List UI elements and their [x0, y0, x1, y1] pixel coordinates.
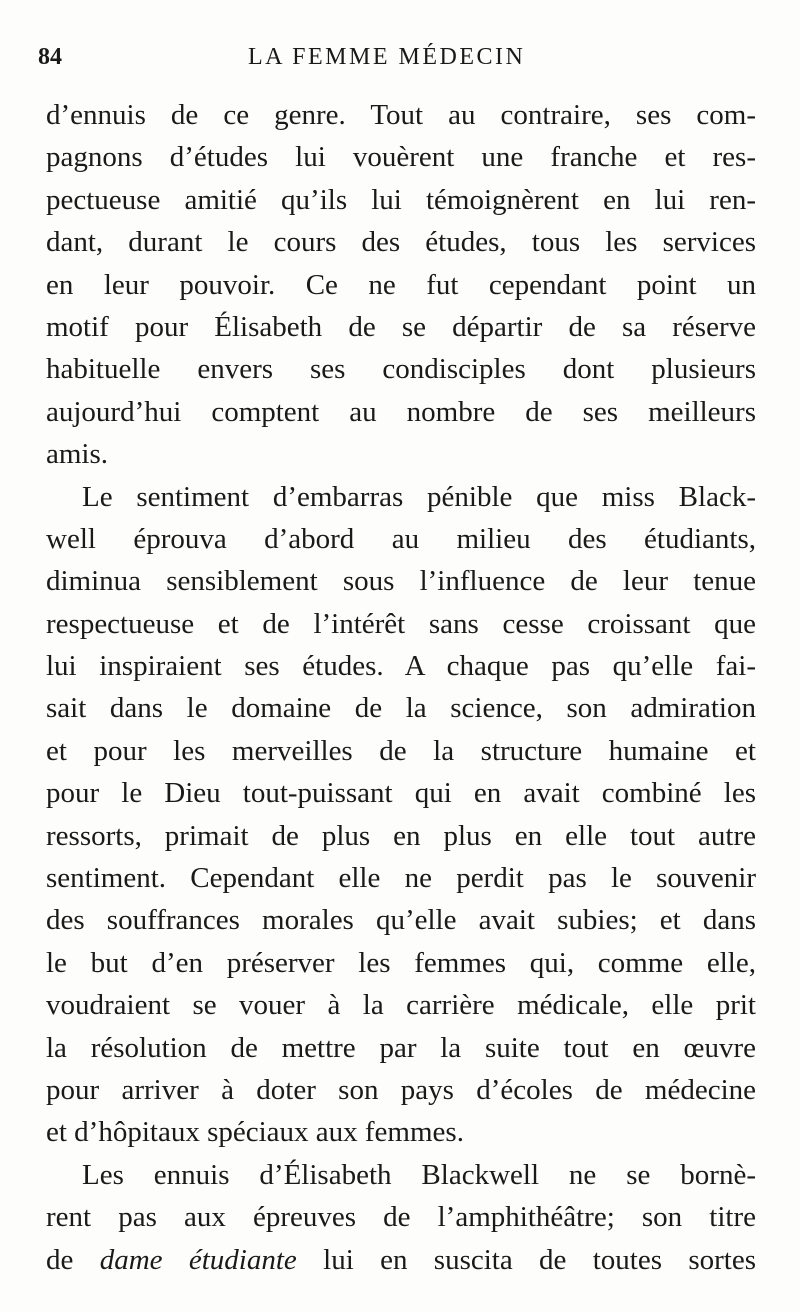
text-line: pagnons d’études lui vouèrent une franche et res-	[46, 141, 756, 174]
text-line: dant, durant le cours des études, tous les services	[46, 226, 756, 259]
text-line: et pour les merveilles de la structure humaine et	[46, 734, 756, 767]
text-line: diminua sensiblement sous l’influence de leur tenue	[46, 565, 756, 598]
text-line: lui inspiraient ses études. A chaque pas qu’elle fai-	[46, 650, 756, 683]
text-line: voudraient se vouer à la carrière médicale, elle prit	[46, 989, 756, 1022]
text-line: Le sentiment d’embarras pénible que miss Black-	[82, 480, 756, 513]
text-line: des souffrances morales qu’elle avait subies; et dans	[46, 904, 756, 937]
text-line: respectueuse et de l’intérêt sans cesse croissant que	[46, 607, 756, 640]
text-line: la résolution de mettre par la suite tout en œuvre	[46, 1031, 756, 1064]
text-line: sait dans le domaine de la science, son admiration	[46, 692, 756, 725]
page-header	[38, 44, 758, 78]
paragraph-3	[46, 1154, 756, 1281]
text-line: aujourd’hui comptent au nombre de ses meilleurs	[46, 395, 756, 428]
paragraph-2	[46, 476, 756, 1154]
running-title: LA FEMME MÉDECIN	[248, 44, 526, 70]
text-line: pour le Dieu tout-puissant qui en avait combiné les	[46, 777, 756, 810]
page-number: 84	[38, 44, 62, 70]
text-line: sentiment. Cependant elle ne perdit pas le souvenir	[46, 862, 756, 895]
text-line: et d’hôpitaux spéciaux aux femmes.	[46, 1116, 464, 1149]
text-line: en leur pouvoir. Ce ne fut cependant point un	[46, 268, 756, 301]
text-line: d’ennuis de ce genre. Tout au contraire, ses com-	[46, 99, 756, 131]
text-line: amis.	[46, 438, 109, 471]
body-text	[46, 94, 756, 1281]
text-line-mixed	[46, 1239, 756, 1281]
paragraph-1	[46, 94, 756, 476]
text-run: de	[46, 1243, 100, 1276]
text-line: rent pas aux épreuves de l’amphithéâtre; son titre	[46, 1201, 756, 1234]
text-line: Les ennuis d’Élisabeth Blackwell ne se bornè-	[82, 1158, 756, 1191]
text-line: motif pour Élisabeth de se départir de sa réserve	[46, 310, 756, 343]
text-line: pour arriver à doter son pays d’écoles de médecine	[46, 1073, 756, 1106]
text-run: lui en suscita de toutes sortes	[296, 1243, 757, 1276]
text-line: le but d’en préserver les femmes qui, comme elle,	[46, 946, 756, 979]
italic-phrase: dame étudiante	[99, 1243, 297, 1276]
text-line: well éprouva d’abord au milieu des étudiants,	[46, 522, 756, 555]
text-line: ressorts, primait de plus en plus en elle tout autre	[46, 819, 756, 852]
text-line: pectueuse amitié qu’ils lui témoignèrent en lui ren-	[46, 183, 756, 216]
text-line: habituelle envers ses condisciples dont plusieurs	[46, 353, 756, 386]
